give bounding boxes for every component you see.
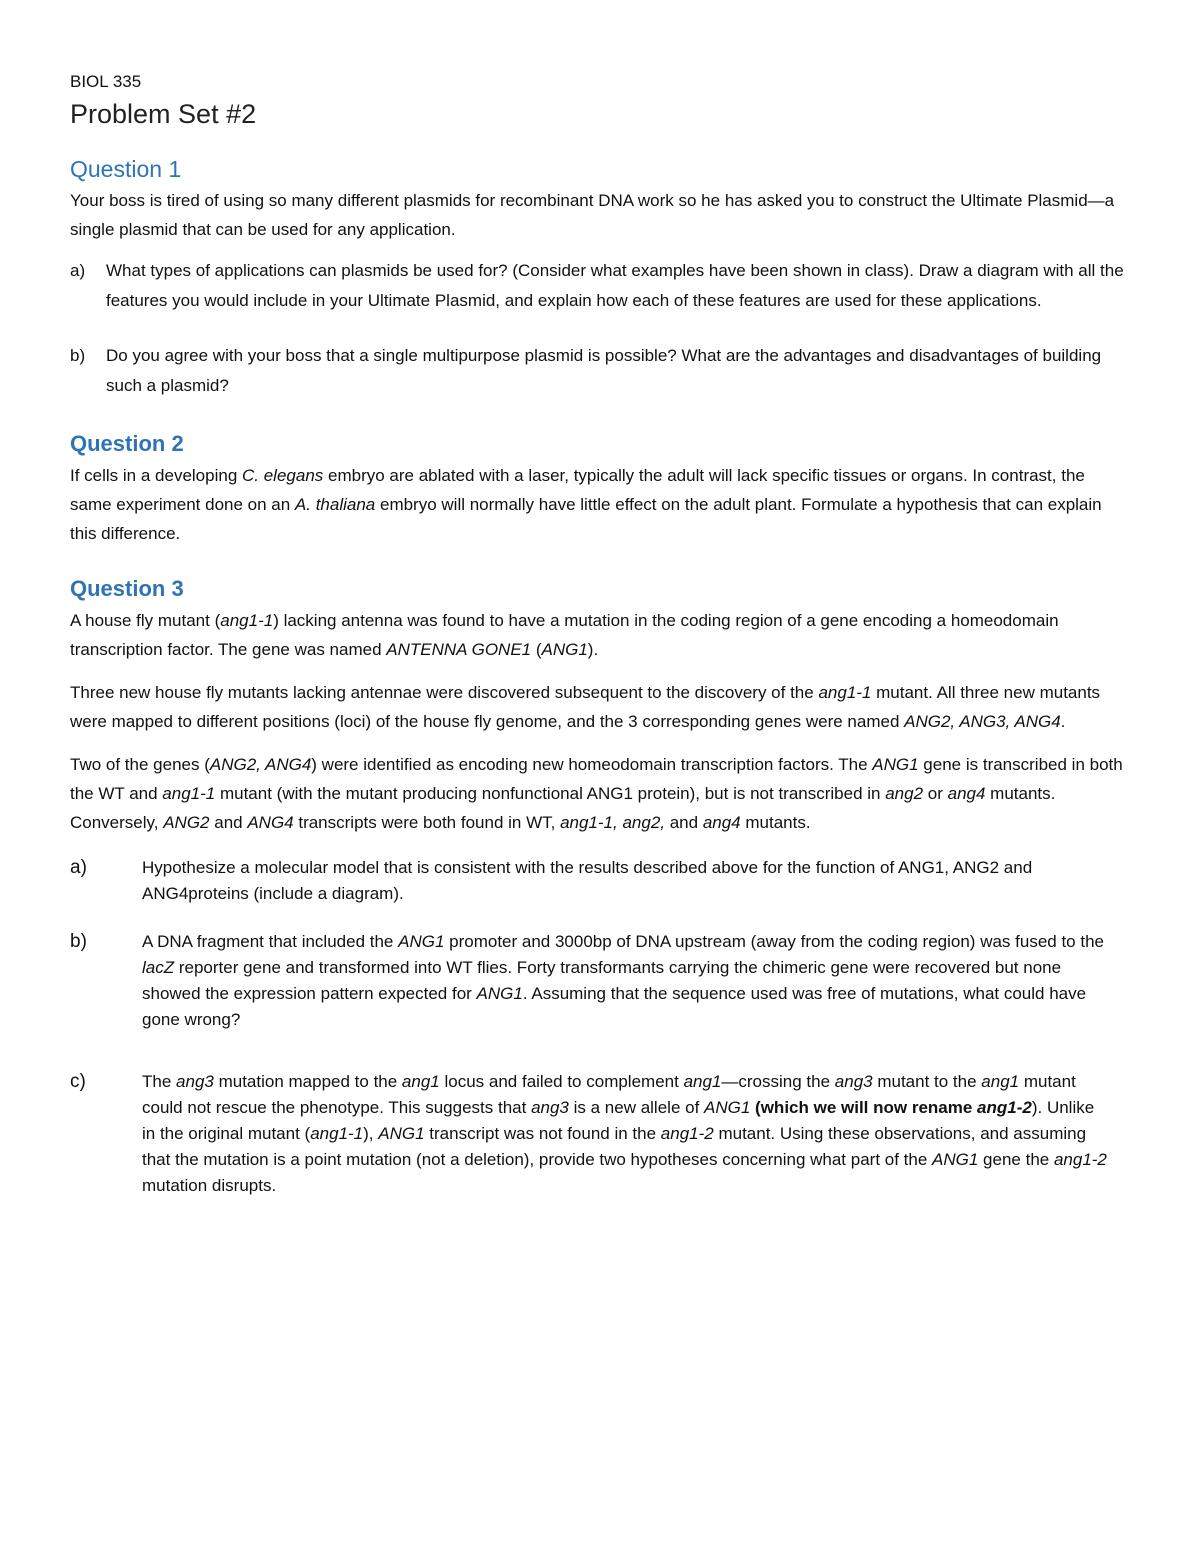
text-run: and (209, 813, 248, 832)
species-name: C. elegans (242, 466, 324, 485)
course-code: BIOL 335 (70, 72, 142, 91)
text-run: A house fly mutant ( (70, 611, 221, 630)
text-run: or (923, 784, 948, 803)
question-2-heading: Question 2 (70, 431, 184, 456)
gene-name: ANG2 (163, 813, 210, 832)
question-1-part-a (70, 256, 1130, 316)
text-run: transcripts were both found in WT, (293, 813, 561, 832)
text-run: mutant. Using these observations, and assuming that the mutation is a point mutation (not a deletion), provide two hypotheses concerning what part of the (142, 1124, 1087, 1169)
text-run: Two of the genes ( (70, 755, 210, 774)
question-1-part-b (70, 341, 1130, 401)
gene-name: ANG1 (378, 1124, 425, 1143)
text-run: A DNA fragment that included the (142, 932, 399, 951)
question-3-paragraph-2 (70, 678, 1130, 736)
bold-run (977, 1098, 1032, 1117)
text-run: promoter and 3000bp of DNA upstream (away from the coding region) was fused to the (444, 932, 1104, 951)
part-label: a) (70, 261, 86, 280)
text-run: mutation disrupts. (142, 1176, 277, 1195)
part-label: c) (70, 1071, 86, 1092)
gene-name: ang1-1 (818, 683, 872, 702)
text-run: mutant. All three new mutants were mapped to different positions (loci) of the house fly genome, and the 3 corresponding genes were named (70, 683, 1101, 731)
question-3-paragraph-3 (70, 750, 1130, 837)
bold-run: (which we will now rename (750, 1098, 978, 1117)
text-run: The (142, 1072, 177, 1091)
gene-name: ang1 (981, 1072, 1020, 1091)
question-3-part-c (70, 1069, 1130, 1199)
text-run: mutants. (740, 813, 811, 832)
part-text: Do you agree with your boss that a single multipurpose plasmid is possible? What are the advantages and disadvantages of building such a plasmid? (106, 346, 1102, 395)
question-3 (70, 574, 1130, 1199)
gene-name: ang1-2 (977, 1098, 1032, 1117)
gene-name: ang1-1 (220, 611, 274, 630)
gene-name: ang1-1 (310, 1124, 364, 1143)
question-3-paragraph-1 (70, 606, 1130, 664)
text-run: mutant could not rescue the phenotype. This suggests that (142, 1072, 1076, 1117)
text-run: reporter gene and transformed into WT flies. Forty transformants carrying the chimeric gene were recovered but none showed the expression pattern expected for (142, 958, 1062, 1003)
gene-name: ang1 (401, 1072, 440, 1091)
text-run: embryo are ablated with a laser, typically the adult will lack specific tissues or organs. In contrast, the same experiment done on an (70, 466, 1085, 514)
text-run: mutants. Conversely, (70, 784, 1056, 832)
gene-name: ANG1 (932, 1150, 979, 1169)
part-text: What types of applications can plasmids be used for? (Consider what examples have been shown in class). Draw a diagram with all the features you would include in your Ultimate Plasmid, and explain how each of these features are used for these applications. (106, 261, 1124, 310)
question-1-intro: Your boss is tired of using so many different plasmids for recombinant DNA work so he has asked you to construct the Ultimate Plasmid—a single plasmid that can be used for any application. (70, 191, 1115, 239)
text-run: mutant to the (872, 1072, 982, 1091)
part-label: b) (70, 931, 87, 952)
gene-name: ang4 (947, 784, 986, 803)
gene-name: ANG2, ANG3, ANG4 (904, 712, 1061, 731)
question-1-heading: Question 1 (70, 156, 182, 182)
part-label: a) (70, 857, 87, 878)
gene-name: ANG1 (541, 640, 588, 659)
text-run: . Assuming that the sequence used was free of mutations, what could have gone wrong? (142, 984, 1087, 1029)
question-3-part-b (70, 929, 1130, 1033)
gene-name: lacZ (142, 958, 175, 977)
text-run: ) were identified as encoding new homeodomain transcription factors. The (311, 755, 873, 774)
page-title: Problem Set #2 (70, 99, 257, 129)
gene-name: ang1 (683, 1072, 722, 1091)
gene-name: ang3 (176, 1072, 214, 1091)
part-text (142, 929, 1130, 1033)
text-run: ). Unlike in the original mutant ( (142, 1098, 1095, 1143)
text-run: ), (363, 1124, 379, 1143)
gene-name: ANG1 (476, 984, 523, 1003)
document-page (70, 70, 1130, 1199)
question-3-heading: Question 3 (70, 576, 184, 601)
part-label: b) (70, 346, 86, 365)
gene-name: ANG4 (247, 813, 294, 832)
text-run: and (665, 813, 703, 832)
question-3-part-a (70, 855, 1130, 907)
gene-name: ANG1 (872, 755, 919, 774)
text-run: ) lacking antenna was found to have a mutation in the coding region of a gene encoding a homeodomain transcription factor. The gene was named (70, 611, 1059, 659)
text-run: gene is transcribed in both the WT and (70, 755, 1123, 803)
text-run: mutant (with the mutant producing nonfunctional ANG1 protein), but is not transcribed in (215, 784, 886, 803)
question-2-text (70, 461, 1130, 548)
gene-name: ang3 (531, 1098, 569, 1117)
text-run: transcript was not found in the (424, 1124, 661, 1143)
text-run: embryo will normally have little effect on the adult plant. Formulate a hypothesis that can explain this difference. (70, 495, 1102, 543)
text-run: gene the (978, 1150, 1054, 1169)
text-run: is a new allele of (568, 1098, 705, 1117)
gene-name: ang1-1, ang2, (560, 813, 665, 832)
text-run: . (1060, 712, 1066, 731)
gene-name: ang2 (885, 784, 924, 803)
gene-name: ANG1 (704, 1098, 751, 1117)
gene-name: ANG1 (398, 932, 445, 951)
part-text (142, 1069, 1130, 1199)
gene-name: ang1-1 (162, 784, 216, 803)
text-run: ( (531, 640, 542, 659)
text-run: If cells in a developing (70, 466, 242, 485)
gene-name: ang4 (702, 813, 741, 832)
species-name: A. thaliana (294, 495, 376, 514)
question-1 (70, 154, 1130, 401)
question-2 (70, 429, 1130, 548)
text-run: ). (587, 640, 599, 659)
text-run: Three new house fly mutants lacking antennae were discovered subsequent to the discovery of the (70, 683, 819, 702)
part-text: Hypothesize a molecular model that is consistent with the results described above for the function of ANG1, ANG2 and ANG4proteins (include a diagram). (142, 858, 1033, 903)
gene-name: ang1-2 (660, 1124, 714, 1143)
text-run: —crossing the (721, 1072, 835, 1091)
gene-name: ang1-2 (1053, 1150, 1107, 1169)
text-run: locus and failed to complement (439, 1072, 684, 1091)
gene-name: ANTENNA GONE1 (386, 640, 532, 659)
gene-name: ang3 (834, 1072, 873, 1091)
gene-name: ANG2, ANG4 (209, 755, 312, 774)
text-run: mutation mapped to the (213, 1072, 402, 1091)
